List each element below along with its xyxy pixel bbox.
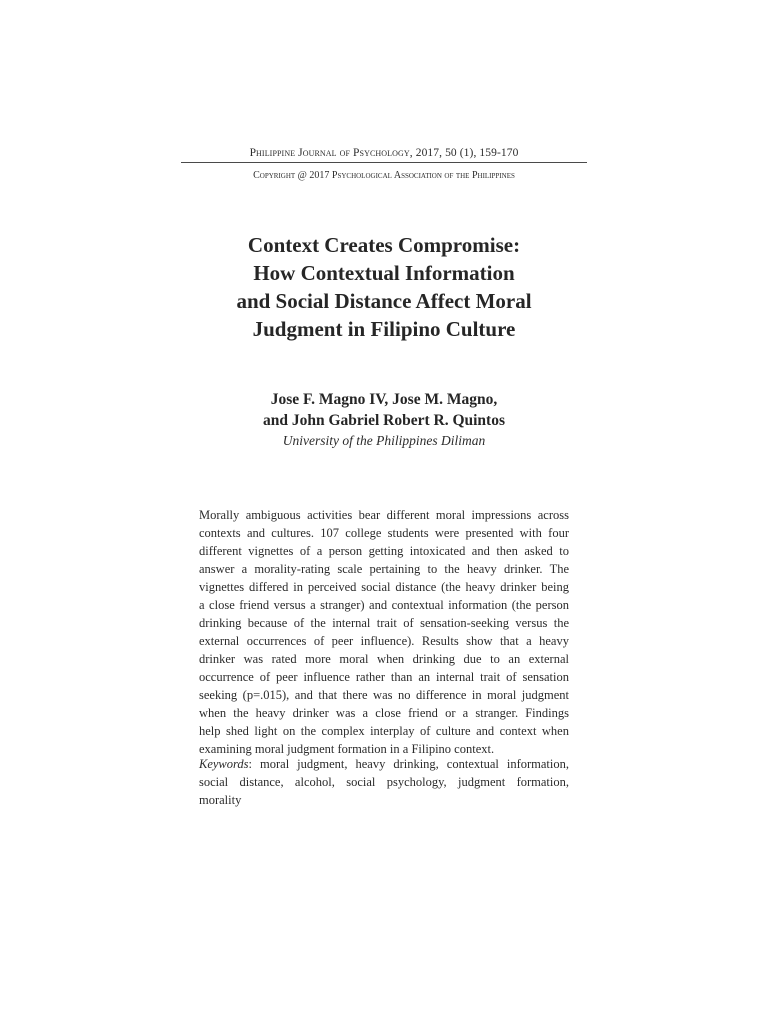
copyright-notice: Copyright @ 2017 Psychological Association of the Philippines	[253, 170, 515, 181]
keywords-text: : moral judgment, heavy drinking, contextual information,	[248, 757, 569, 771]
author-affiliation: University of the Philippines Diliman	[282, 433, 486, 448]
abstract-line: seeking (p=.015), and that there was no difference in moral judgment	[199, 688, 569, 702]
abstract-line: different vignettes of a person getting intoxicated and then asked to	[199, 544, 569, 558]
abstract	[199, 506, 569, 758]
title-line: and Social Distance Affect Moral	[236, 289, 532, 313]
abstract-line: answer a morality-rating scale pertaining to the heavy drinker. The	[199, 562, 569, 576]
abstract-line: Morally ambiguous activities bear different moral impressions across	[199, 508, 569, 522]
abstract-line: external occurrences of peer influence). Results show that a heavy	[199, 634, 569, 648]
author-line: Jose F. Magno IV, Jose M. Magno,	[270, 391, 498, 408]
paper-title	[181, 231, 587, 343]
title-line: Judgment in Filipino Culture	[252, 317, 516, 341]
keywords-line: morality	[199, 793, 242, 807]
abstract-line: contexts and cultures. 107 college students were presented with four	[199, 526, 569, 540]
abstract-line: occurrence of peer influence rather than an internal trait of sensation	[199, 670, 569, 684]
keywords-label: Keywords	[199, 757, 249, 771]
abstract-line: help shed light on the complex interplay of culture and context when	[199, 724, 569, 738]
title-line: How Contextual Information	[253, 261, 515, 285]
journal-citation: Philippine Journal of Psychology, 2017, 50 (1), 159-170	[249, 147, 519, 159]
keywords	[199, 755, 569, 809]
abstract-line: drinker was rated more moral when drinking due to an external	[199, 652, 569, 666]
abstract-line: drinking because of the internal trait of sensation-seeking versus the	[199, 616, 569, 630]
header-divider	[181, 162, 587, 163]
keywords-line: social distance, alcohol, social psychology, judgment formation,	[199, 775, 569, 789]
abstract-line: when the heavy drinker was a close friend or a stranger. Findings	[199, 706, 569, 720]
abstract-line: a close friend versus a stranger) and contextual information (the person	[199, 598, 569, 612]
title-line: Context Creates Compromise:	[247, 233, 521, 257]
keywords-line	[199, 755, 569, 773]
author-line: and John Gabriel Robert R. Quintos	[262, 412, 505, 429]
abstract-line: examining moral judgment formation in a Filipino context.	[199, 742, 495, 756]
author-list	[181, 389, 587, 431]
abstract-line: vignettes differed in perceived social distance (the heavy drinker being	[199, 580, 569, 594]
